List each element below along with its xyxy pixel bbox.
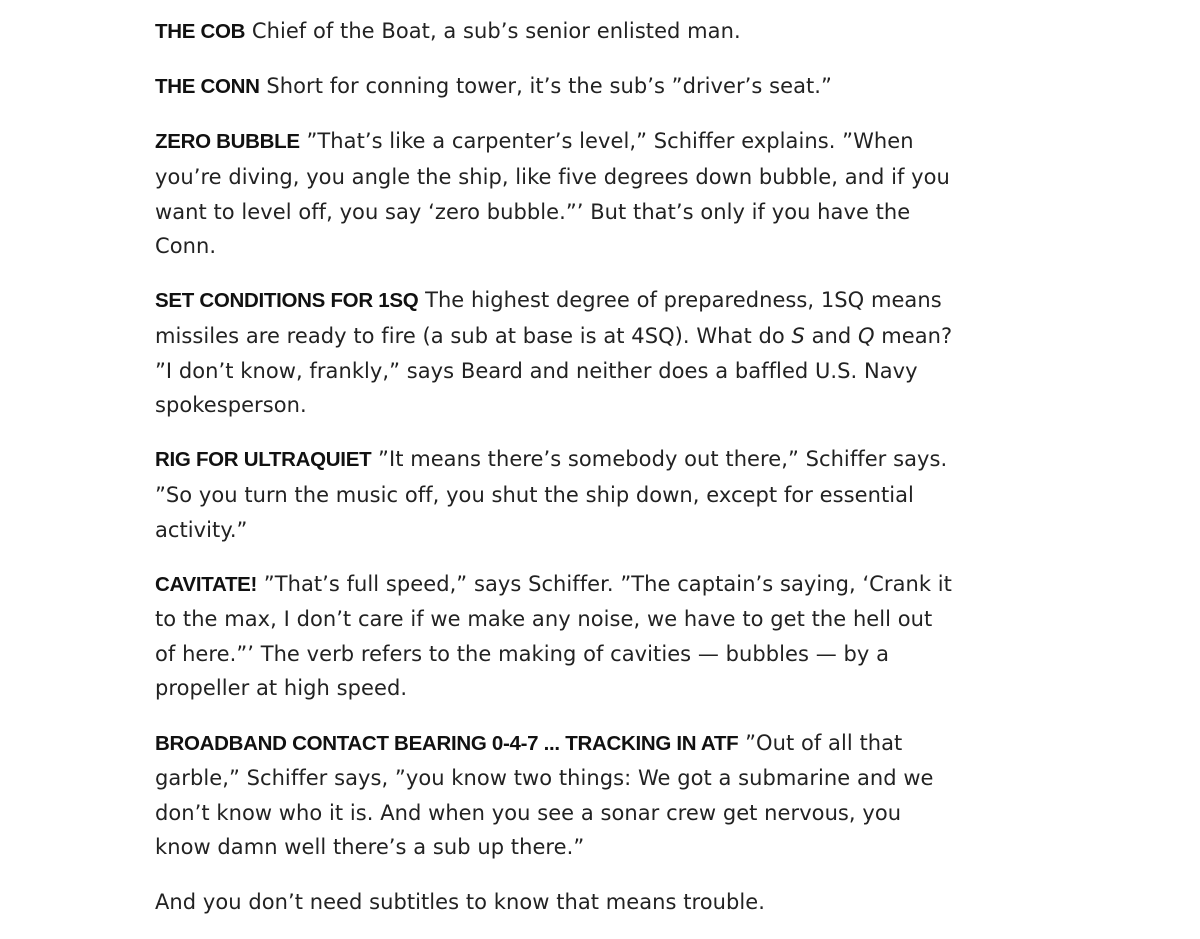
glossary-entry-zero-bubble: [155, 124, 955, 263]
closing-line: And you don’t need subtitles to know that means trouble.: [155, 889, 765, 914]
glossary-definition: Short for conning tower, it’s the sub’s ”driver’s seat.”: [259, 74, 832, 99]
glossary-entry-cavitate: [155, 567, 955, 706]
glossary-term: THE COB: [155, 20, 246, 43]
glossary-entry-broadband: [155, 726, 955, 865]
glossary-term: THE CONN: [155, 75, 260, 99]
italic-letter-s: S: [791, 323, 805, 348]
italic-letter-q: Q: [857, 323, 875, 348]
glossary-definition: ”That’s full speed,” says Schiffer. ”The captain’s saying, ‘Crank it to the max, I don’t care if we make any noise, we have to get the hell out of here.”’ The verb refers to the making of cavities — bubbles — by a propeller at high speed.: [155, 571, 952, 701]
glossary-entry-1sq: [155, 283, 955, 422]
glossary-definition-part: The highest degree of preparedness, 1SQ means missiles are ready to fire (a sub at base is at 4SQ). What do: [155, 288, 942, 348]
glossary-term: ZERO BUBBLE: [155, 130, 300, 154]
glossary-definition: ”That’s like a carpenter’s level,” Schiffer explains. ”When you’re diving, you angle the ship, like five degrees down bubble, and if you want to level off, you say ‘zero bubble.”’ But that’s only if you have the Conn.: [155, 129, 950, 259]
glossary-definition: ”Out of all that garble,” Schiffer says, ”you know two things: We got a submarine and we don’t know who it is. And when you see a sonar crew get nervous, you know damn well there’s a sub up there.”: [155, 730, 934, 860]
article-body: [155, 14, 955, 939]
glossary-term: CAVITATE!: [155, 572, 258, 596]
glossary-definition-part: mean? ”I don’t know, frankly,” says Beard and neither does a baffled U.S. Navy spokesperson.: [155, 323, 953, 418]
glossary-definition-part: and: [804, 323, 858, 348]
glossary-term: BROADBAND CONTACT BEARING 0-4-7 ... TRACKING IN ATF: [155, 731, 739, 755]
glossary-definition: Chief of the Boat, a sub’s senior enlisted man.: [245, 19, 741, 43]
glossary-term: RIG FOR ULTRAQUIET: [155, 448, 372, 472]
glossary-entry-cob: [155, 14, 955, 50]
glossary-term: SET CONDITIONS FOR 1SQ: [155, 289, 419, 313]
glossary-entry-conn: [155, 69, 955, 105]
glossary-definition: ”It means there’s somebody out there,” Schiffer says. ”So you turn the music off, you shut the ship down, except for essential activity.”: [155, 447, 948, 542]
glossary-entry-ultraquiet: [155, 442, 955, 547]
